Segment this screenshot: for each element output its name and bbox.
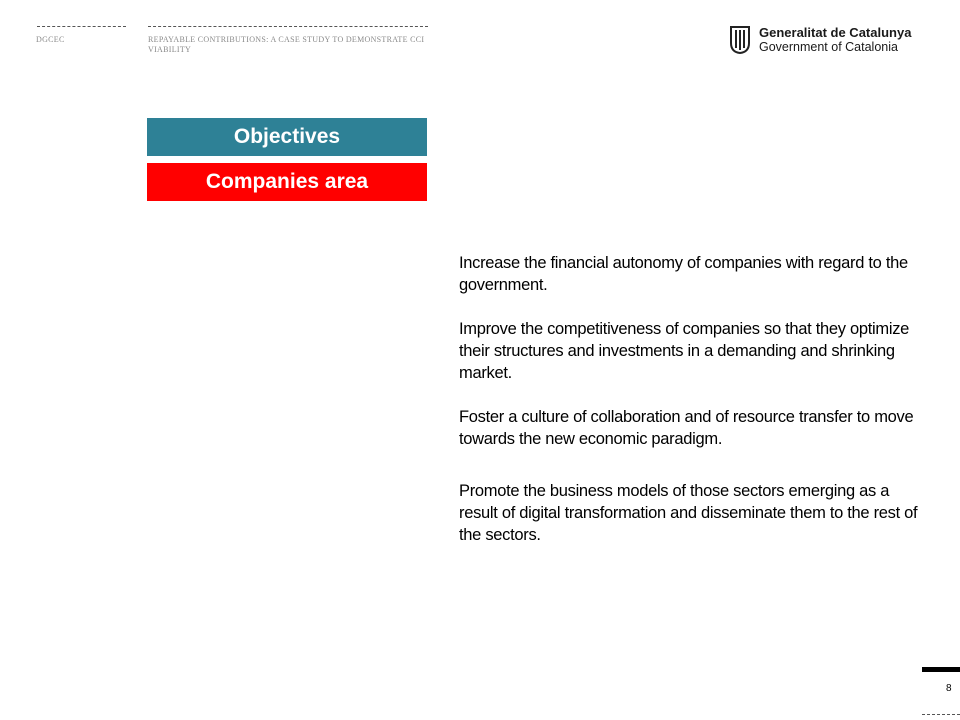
objective-item: Promote the business models of those sectors emerging as a result of digital transformation and disseminate them to the rest of the sectors.	[459, 482, 918, 544]
objectives-list	[459, 252, 929, 568]
document-title	[148, 35, 438, 55]
page-number: 8	[946, 683, 952, 694]
generalitat-logo	[729, 26, 911, 54]
logo-name-catalan: Generalitat de Catalunya	[759, 25, 912, 40]
document-title-line1: REPAYABLE CONTRIBUTIONS: A CASE STUDY TO DEMONSTRATE CCI	[148, 35, 425, 44]
footer-divider	[922, 714, 960, 715]
generalitat-emblem-icon	[729, 26, 751, 54]
footer-bar	[922, 667, 960, 672]
logo-name-english: Government of Catalonia	[759, 40, 898, 54]
objectives-banner: Objectives	[147, 118, 427, 156]
header-divider-left	[37, 26, 126, 27]
objective-item: Increase the financial autonomy of companies with regard to the government.	[459, 254, 908, 294]
companies-area-banner: Companies area	[147, 163, 427, 201]
objective-item: Foster a culture of collaboration and of resource transfer to move towards the new economic paradigm.	[459, 408, 914, 448]
header-divider-right	[148, 26, 428, 27]
document-title-line2: VIABILITY	[148, 45, 192, 54]
org-code: DGCEC	[36, 35, 65, 44]
objective-item: Improve the competitiveness of companies so that they optimize their structures and investments in a demanding and shrinking market.	[459, 320, 910, 382]
